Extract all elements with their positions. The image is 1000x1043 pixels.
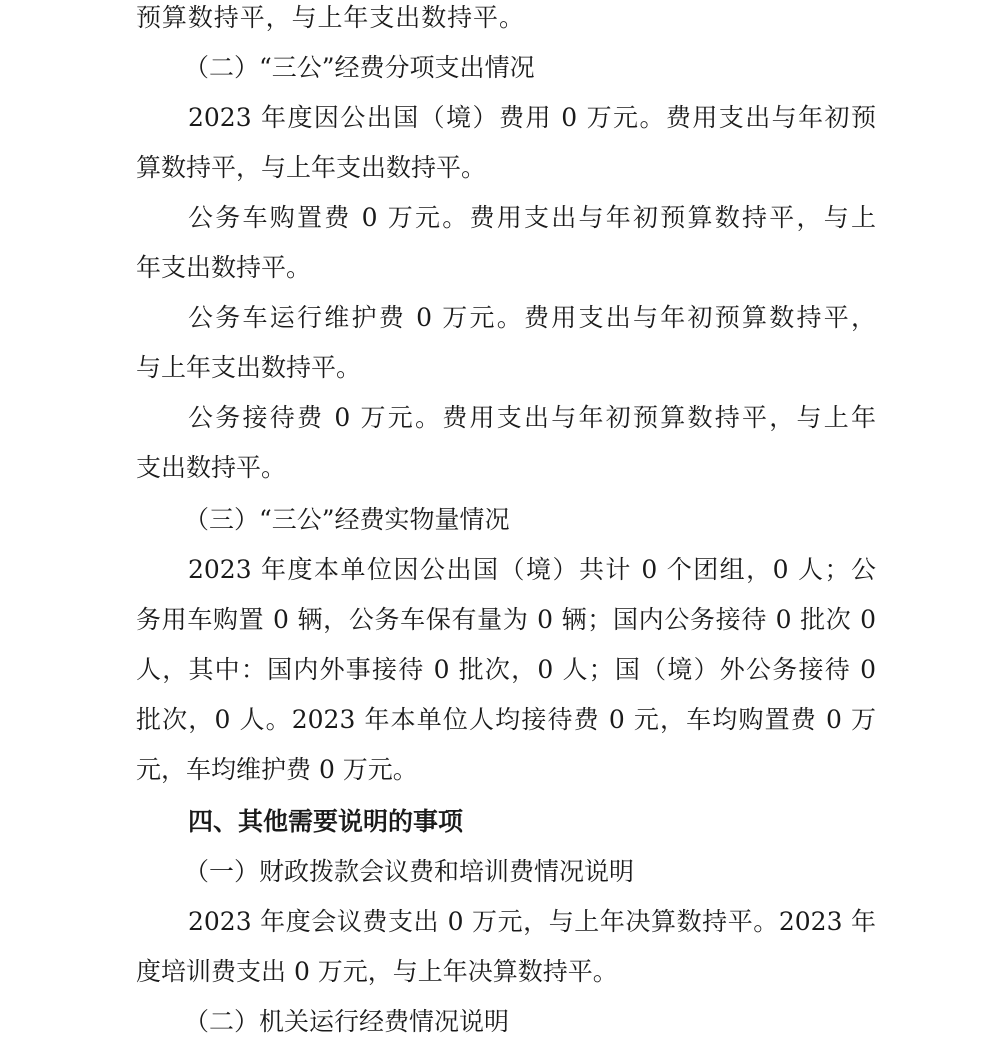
section-heading: （三）“三公”经费实物量情况 bbox=[184, 505, 510, 534]
paragraph-line: 与上年支出数持平。 bbox=[136, 353, 362, 382]
paragraph-line: 2023 年度会议费支出 0 万元，与上年决算数持平。2023 年 bbox=[188, 907, 876, 936]
paragraph-line: 度培训费支出 0 万元，与上年决算数持平。 bbox=[136, 957, 618, 986]
paragraph-line: 务用车购置 0 辆，公务车保有量为 0 辆；国内公务接待 0 批次 0 bbox=[136, 605, 876, 634]
paragraph-line: 2023 年度因公出国（境）费用 0 万元。费用支出与年初预 bbox=[188, 103, 876, 132]
paragraph-line: 支出数持平。 bbox=[136, 453, 287, 482]
section-heading: （二）机关运行经费情况说明 bbox=[184, 1007, 510, 1036]
paragraph-line: 年支出数持平。 bbox=[136, 253, 312, 282]
section-heading: （一）财政拨款会议费和培训费情况说明 bbox=[184, 857, 635, 886]
paragraph-line: 算数持平，与上年支出数持平。 bbox=[136, 153, 487, 182]
paragraph-line: 公务接待费 0 万元。费用支出与年初预算数持平，与上年 bbox=[188, 403, 876, 432]
paragraph-line: 公务车购置费 0 万元。费用支出与年初预算数持平，与上 bbox=[188, 203, 876, 232]
paragraph-line: 批次，0 人。2023 年本单位人均接待费 0 元，车均购置费 0 万 bbox=[136, 705, 876, 734]
paragraph-line: 预算数持平，与上年支出数持平。 bbox=[136, 3, 524, 32]
section-heading-bold: 四、其他需要说明的事项 bbox=[188, 807, 464, 836]
paragraph-line: 人，其中：国内外事接待 0 批次，0 人；国（境）外公务接待 0 bbox=[136, 655, 876, 684]
section-heading: （二）“三公”经费分项支出情况 bbox=[184, 53, 535, 82]
paragraph-line: 元，车均维护费 0 万元。 bbox=[136, 755, 418, 784]
paragraph-line: 2023 年度本单位因公出国（境）共计 0 个团组，0 人；公 bbox=[188, 555, 876, 584]
paragraph-line: 公务车运行维护费 0 万元。费用支出与年初预算数持平， bbox=[188, 303, 876, 332]
